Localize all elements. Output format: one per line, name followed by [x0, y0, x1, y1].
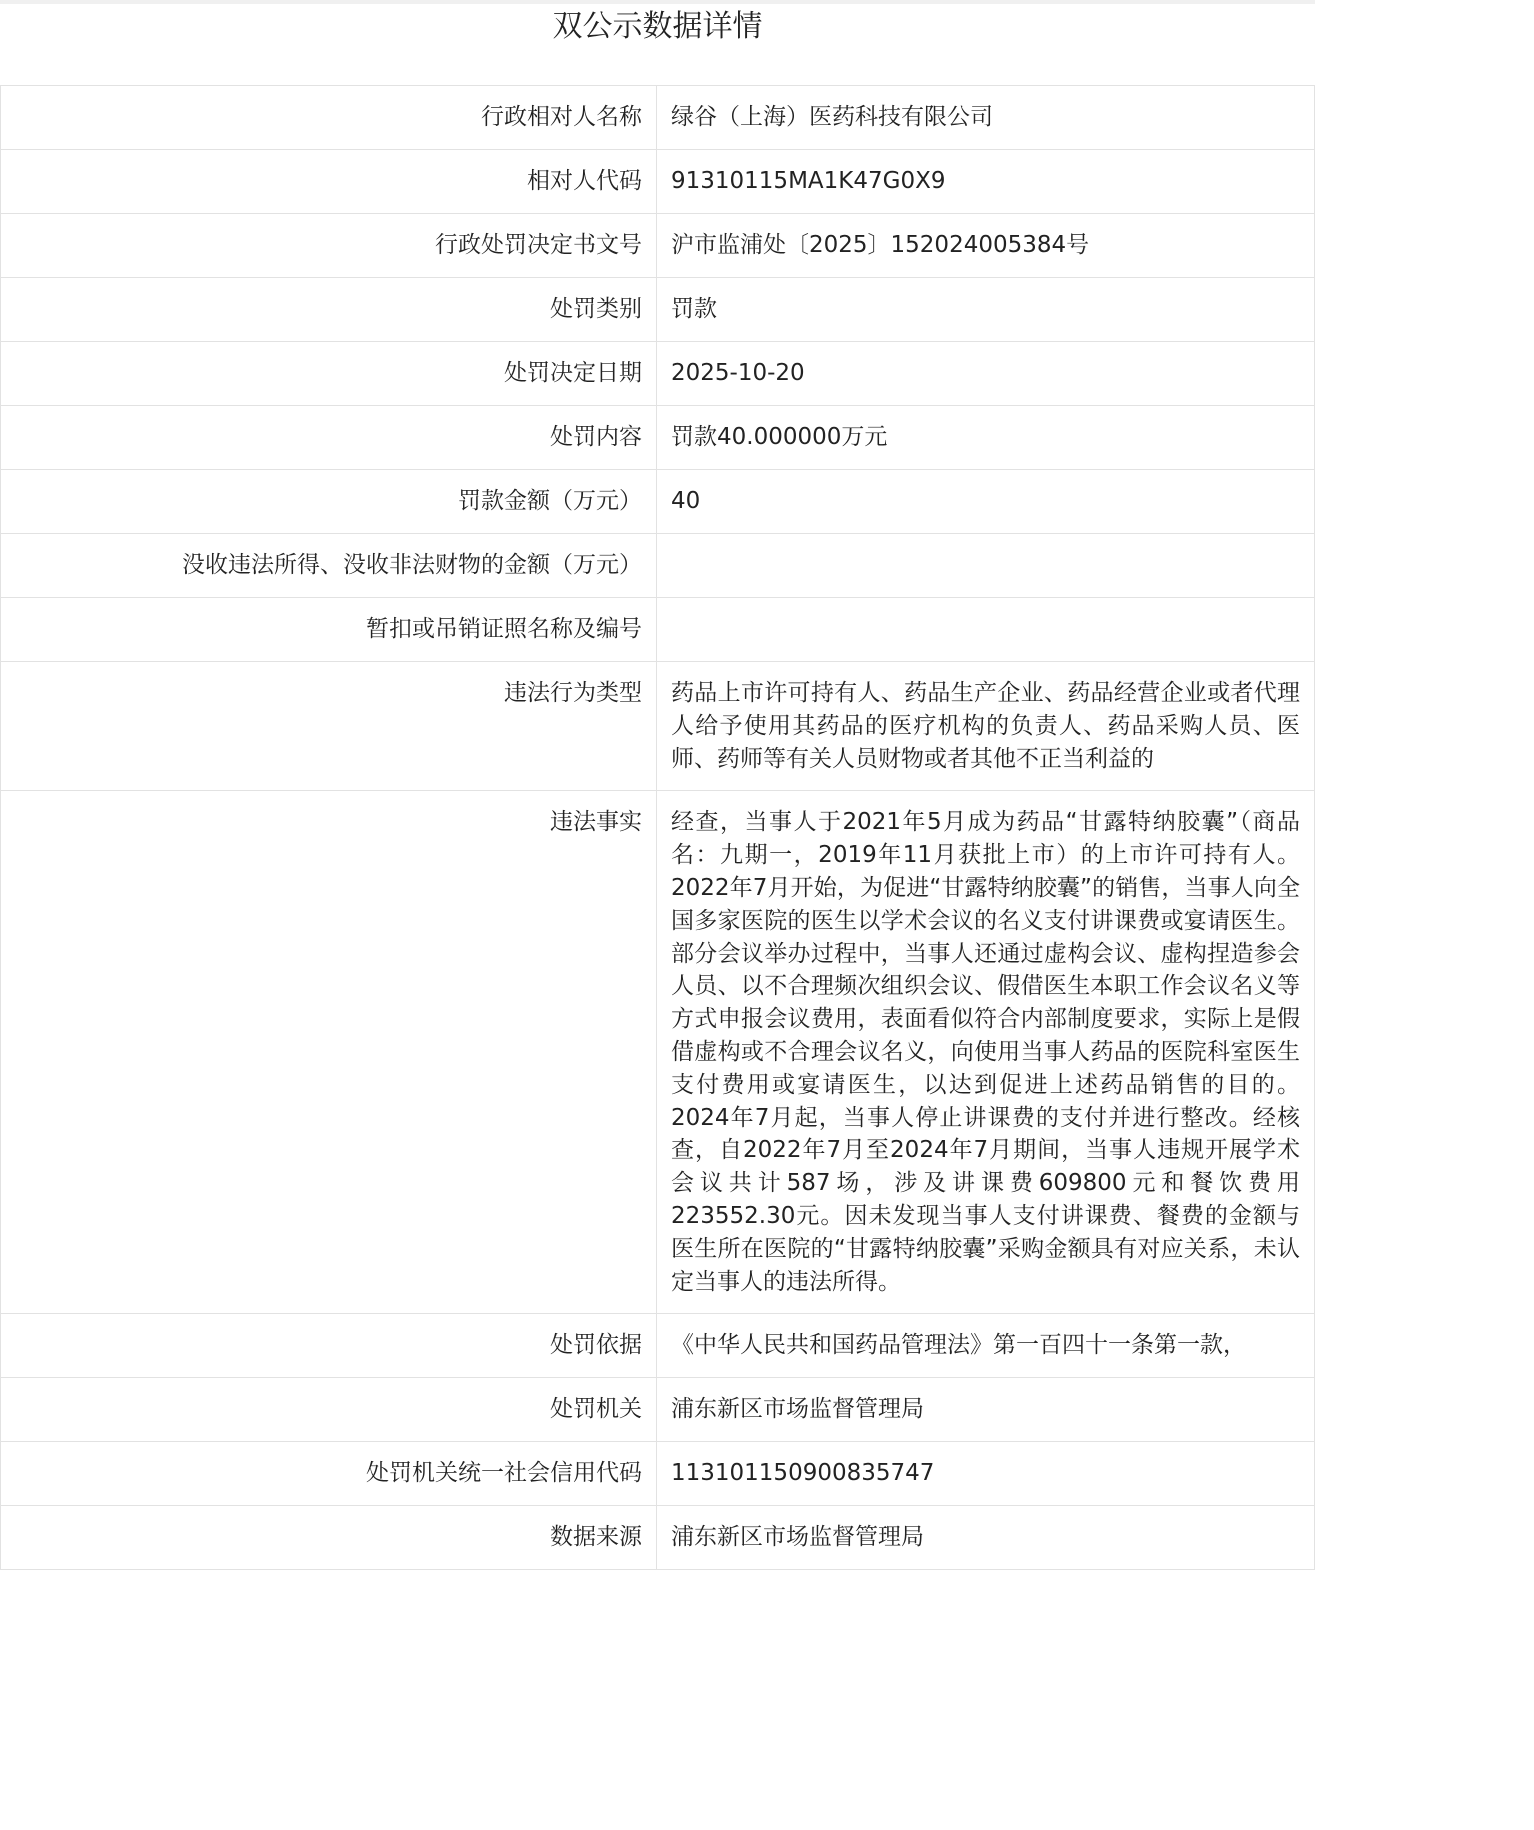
- field-label: 数据来源: [1, 1506, 657, 1570]
- detail-table: [0, 85, 1315, 1570]
- field-value: 113101150900835747: [657, 1442, 1315, 1506]
- field-label: 行政处罚决定书文号: [1, 214, 657, 278]
- table-row: [1, 791, 1315, 1314]
- table-row: [1, 598, 1315, 662]
- field-value: 40: [657, 470, 1315, 534]
- field-value: 罚款40.000000万元: [657, 406, 1315, 470]
- field-label: 没收违法所得、没收非法财物的金额（万元）: [1, 534, 657, 598]
- field-value: 药品上市许可持有人、药品生产企业、药品经营企业或者代理人给予使用其药品的医疗机构的负责人、药品采购人员、医师、药师等有关人员财物或者其他不正当利益的: [657, 662, 1315, 791]
- field-label: 违法事实: [1, 791, 657, 1314]
- field-value: 91310115MA1K47G0X9: [657, 150, 1315, 214]
- table-row: [1, 214, 1315, 278]
- field-value: 浦东新区市场监督管理局: [657, 1378, 1315, 1442]
- table-row: [1, 150, 1315, 214]
- table-row: [1, 662, 1315, 791]
- field-value: 浦东新区市场监督管理局: [657, 1506, 1315, 1570]
- field-value: [657, 598, 1315, 662]
- field-label: 处罚依据: [1, 1314, 657, 1378]
- page-title: 双公示数据详情: [552, 9, 763, 44]
- field-label: 罚款金额（万元）: [1, 470, 657, 534]
- table-row: [1, 1314, 1315, 1378]
- table-row: [1, 1506, 1315, 1570]
- field-value: 罚款: [657, 278, 1315, 342]
- table-row: [1, 534, 1315, 598]
- field-label: 相对人代码: [1, 150, 657, 214]
- table-row: [1, 1378, 1315, 1442]
- table-row: [1, 278, 1315, 342]
- field-label: 处罚内容: [1, 406, 657, 470]
- table-row: [1, 1442, 1315, 1506]
- field-label: 违法行为类型: [1, 662, 657, 791]
- field-label: 行政相对人名称: [1, 86, 657, 150]
- table-row: [1, 470, 1315, 534]
- table-row: [1, 86, 1315, 150]
- field-value: 绿谷（上海）医药科技有限公司: [657, 86, 1315, 150]
- field-label: 处罚类别: [1, 278, 657, 342]
- table-row: [1, 342, 1315, 406]
- field-label: 暂扣或吊销证照名称及编号: [1, 598, 657, 662]
- table-row: [1, 406, 1315, 470]
- field-value: [657, 534, 1315, 598]
- field-value: 《中华人民共和国药品管理法》第一百四十一条第一款，: [657, 1314, 1315, 1378]
- field-value: 经查，当事人于2021年5月成为药品“甘露特纳胶囊”（商品名：九期一，2019年11月获批上市）的上市许可持有人。2022年7月开始，为促进“甘露特纳胶囊”的销售，当事人向全国多家医院的医生以学术会议的名义支付讲课费或宴请医生。部分会议举办过程中，当事人还通过虚构会议、虚构捏造参会人员、以不合理频次组织会议、假借医生本职工作会议名义等方式申报会议费用，表面看似符合内部制度要求，实际上是假借虚构或不合理会议名义，向使用当事人药品的医院科室医生支付费用或宴请医生，以达到促进上述药品销售的目的。2024年7月起，当事人停止讲课费的支付并进行整改。经核查，自2022年7月至2024年7月期间，当事人违规开展学术会议共计587场，涉及讲课费609800元和餐饮费用223552.30元。因未发现当事人支付讲课费、餐费的金额与医生所在医院的“甘露特纳胶囊”采购金额具有对应关系，未认定当事人的违法所得。: [657, 791, 1315, 1314]
- field-label: 处罚决定日期: [1, 342, 657, 406]
- field-value: 沪市监浦处〔2025〕152024005384号: [657, 214, 1315, 278]
- field-label: 处罚机关统一社会信用代码: [1, 1442, 657, 1506]
- field-label: 处罚机关: [1, 1378, 657, 1442]
- field-value: 2025-10-20: [657, 342, 1315, 406]
